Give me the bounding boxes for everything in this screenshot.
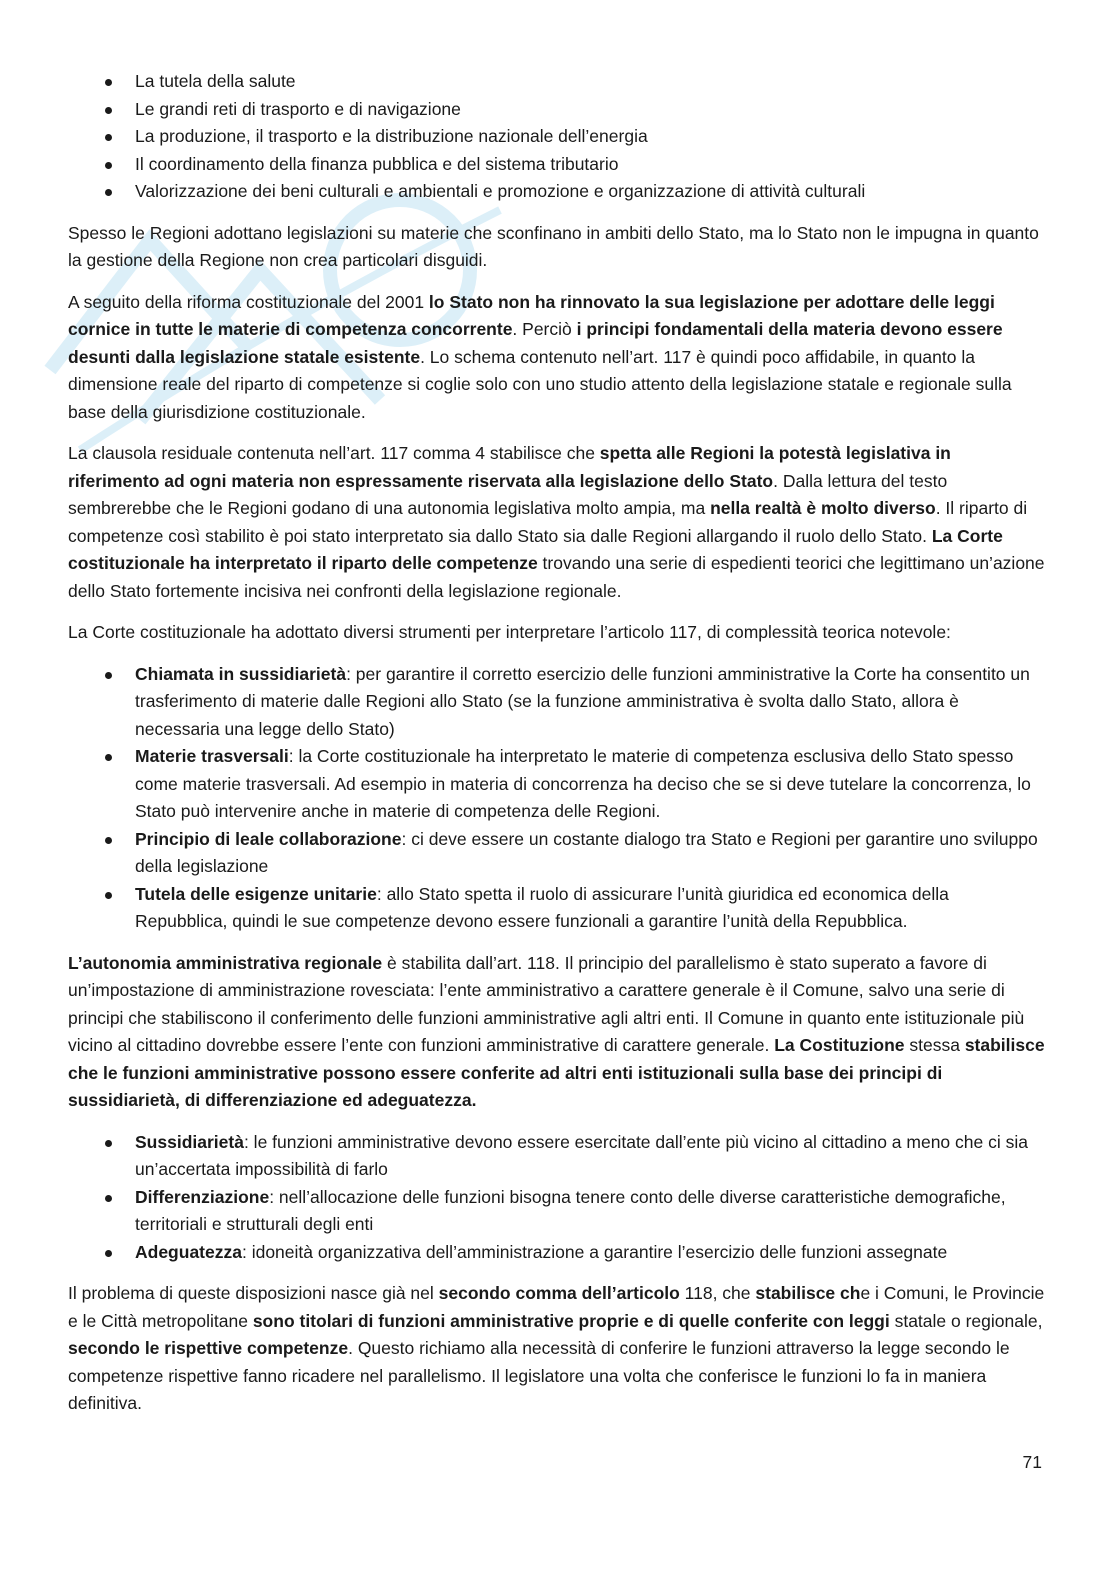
- bullet-icon: [105, 189, 112, 196]
- bullet-icon: [105, 1250, 112, 1257]
- list-competenze: [68, 68, 1046, 206]
- bullet-icon: [105, 162, 112, 169]
- bullet-icon: [105, 79, 112, 86]
- paragraph: Spesso le Regioni adottano legislazioni su materie che sconfinano in ambiti dello Stato, ma lo Stato non le impugna in quanto la gestione della Regione non crea particolari disguidi.: [68, 222, 1039, 270]
- list-item: La tutela della salute: [135, 68, 1046, 96]
- list-item: Differenziazione: nell’allocazione delle funzioni bisogna tenere conto delle diverse caratteristiche demografiche, territoriali e strutturali degli enti: [135, 1184, 1046, 1239]
- list-principi: [68, 1129, 1046, 1267]
- bullet-icon: [105, 892, 112, 899]
- bullet-icon: [105, 107, 112, 114]
- document-body: [68, 68, 1046, 1432]
- bullet-icon: [105, 134, 112, 141]
- bullet-icon: [105, 754, 112, 761]
- list-item: Principio di leale collaborazione: ci deve essere un costante dialogo tra Stato e Regioni per garantire uno sviluppo della legislazione: [135, 826, 1046, 881]
- list-item: Tutela delle esigenze unitarie: allo Stato spetta il ruolo di assicurare l’unità giuridica ed economica della Repubblica, quindi le sue competenze devono essere funzionali a garantire l’unità della Repubblica.: [135, 881, 1046, 936]
- list-item: Le grandi reti di trasporto e di navigazione: [135, 96, 1046, 124]
- page-number: 71: [1022, 1452, 1042, 1472]
- list-item: Chiamata in sussidiarietà: per garantire il corretto esercizio delle funzioni amministrative la Corte ha consentito un trasferimento di materie dalle Regioni allo Stato (se la funzione amministrativa è svolta dallo Stato, allora è necessaria una legge dello Stato): [135, 661, 1046, 744]
- bullet-icon: [105, 837, 112, 844]
- paragraph: La Corte costituzionale ha adottato diversi strumenti per interpretare l’articolo 117, di complessità teorica notevole:: [68, 622, 951, 642]
- bullet-icon: [105, 672, 112, 679]
- list-strumenti-corte: [68, 661, 1046, 936]
- paragraph: A seguito della riforma costituzionale del 2001 lo Stato non ha rinnovato la sua legislazione per adottare delle leggi cornice in tutte le materie di competenza concorrente. Perciò i principi fondamentali della materia devono essere desunti dalla legislazione statale esistente. Lo schema contenuto nell’art. 117 è quindi poco affidabile, in quanto la dimensione reale del riparto di competenze si coglie solo con uno studio attento della legislazione statale e regionale sulla base della giurisdizione costituzionale.: [68, 291, 1012, 422]
- list-item: Valorizzazione dei beni culturali e ambientali e promozione e organizzazione di attività culturali: [135, 178, 1046, 206]
- list-item: Il coordinamento della finanza pubblica e del sistema tributario: [135, 151, 1046, 179]
- paragraph: La clausola residuale contenuta nell’art. 117 comma 4 stabilisce che spetta alle Regioni la potestà legislativa in riferimento ad ogni materia non espressamente riservata alla legislazione dello Stato. Dalla lettura del testo sembrerebbe che le Regioni godano di una autonomia legislativa molto ampia, ma nella realtà è molto diverso. Il riparto di competenze così stabilito è poi stato interpretato sia dallo Stato sia dalle Regioni allargando il ruolo dello Stato. La Corte costituzionale ha interpretato il riparto delle competenze trovando una serie di espedienti teorici che legittimano un’azione dello Stato fortemente incisiva nei confronti della legislazione regionale.: [68, 443, 1045, 601]
- paragraph: Il problema di queste disposizioni nasce già nel secondo comma dell’articolo 118, che stabilisce che i Comuni, le Provincie e le Città metropolitane sono titolari di funzioni amministrative proprie e di quelle conferite con leggi statale o regionale, secondo le rispettive competenze. Questo richiamo alla necessità di conferire le funzioni attraverso la legge secondo le competenze rispettive fanno ricadere nel parallelismo. Il legislatore una volta che conferisce le funzioni lo fa in maniera definitiva.: [68, 1283, 1045, 1413]
- list-item: Adeguatezza: idoneità organizzativa dell’amministrazione a garantire l’esercizio delle funzioni assegnate: [135, 1239, 1046, 1267]
- list-item: La produzione, il trasporto e la distribuzione nazionale dell’energia: [135, 123, 1046, 151]
- list-item: Sussidiarietà: le funzioni amministrative devono essere esercitate dall’ente più vicino al cittadino a meno che ci sia un’accertata impossibilità di farlo: [135, 1129, 1046, 1184]
- list-item: Materie trasversali: la Corte costituzionale ha interpretato le materie di competenza esclusiva dello Stato spesso come materie trasversali. Ad esempio in materia di concorrenza ha deciso che se si deve tutelare la concorrenza, lo Stato può intervenire anche in materie di competenza delle Regioni.: [135, 743, 1046, 826]
- paragraph: L’autonomia amministrativa regionale è stabilita dall’art. 118. Il principio del parallelismo è stato superato a favore di un’impostazione di amministrazione rovesciata: l’ente amministrativo a carattere generale è il Comune, salvo una serie di principi che stabiliscono il conferimento delle funzioni amministrative agli altri enti. Il Comune in quanto ente istituzionale più vicino al cittadino dovrebbe essere l’ente con funzioni amministrative di carattere generale. La Costituzione stessa stabilisce che le funzioni amministrative possono essere conferite ad altri enti istituzionali sulla base dei principi di sussidiarietà, di differenziazione ed adeguatezza.: [68, 952, 1045, 1110]
- bullet-icon: [105, 1195, 112, 1202]
- bullet-icon: [105, 1140, 112, 1147]
